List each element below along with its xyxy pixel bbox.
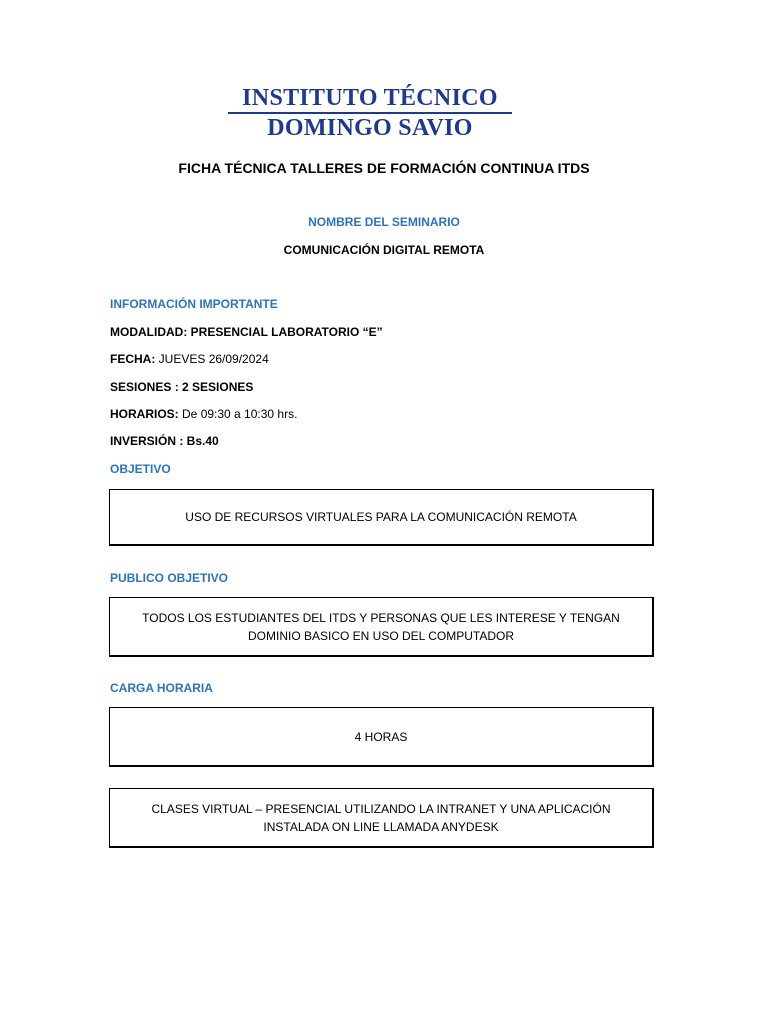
logo-line-2: DOMINGO SAVIO xyxy=(267,115,473,141)
fecha-value: JUEVES 26/09/2024 xyxy=(158,352,269,366)
modalidad-line: MODALIDAD: PRESENCIAL LABORATORIO “E” xyxy=(110,325,383,339)
horarios-value: De 09:30 a 10:30 hrs. xyxy=(182,407,298,421)
fecha-line xyxy=(110,352,269,366)
objetivo-heading: OBJETIVO xyxy=(110,462,171,476)
fecha-label: FECHA: xyxy=(110,352,156,366)
objetivo-box xyxy=(109,489,654,546)
publico-heading: PUBLICO OBJETIVO xyxy=(110,571,229,585)
carga-heading: CARGA HORARIA xyxy=(110,681,213,695)
carga-box xyxy=(109,707,654,767)
metodologia-text: CLASES VIRTUAL – PRESENCIAL UTILIZANDO LA INTRANET Y UNA APLICACIÓN INSTALADA ON LINE LLAMADA ANYDESK xyxy=(151,801,611,834)
horarios-label: HORARIOS: xyxy=(110,407,179,421)
carga-text: 4 HORAS xyxy=(354,729,408,744)
metodologia-box xyxy=(109,788,654,848)
institute-logo xyxy=(228,86,512,140)
objetivo-text: USO DE RECURSOS VIRTUALES PARA LA COMUNICACIÓN REMOTA xyxy=(185,510,577,524)
horarios-line xyxy=(110,407,297,421)
inversion-line: INVERSIÓN : Bs.40 xyxy=(110,434,219,448)
seminar-heading: NOMBRE DEL SEMINARIO xyxy=(308,215,460,229)
sesiones-line: SESIONES : 2 SESIONES xyxy=(110,380,254,394)
logo-line-1: INSTITUTO TÉCNICO xyxy=(242,85,498,111)
publico-text: TODOS LOS ESTUDIANTES DEL ITDS Y PERSONAS QUE LES INTERESE Y TENGAN DOMINIO BASICO EN USO DEL COMPUTADOR xyxy=(142,610,620,643)
logo-divider xyxy=(228,112,512,114)
publico-box xyxy=(109,597,654,657)
info-heading: INFORMACIÓN IMPORTANTE xyxy=(110,297,278,311)
seminar-name: COMUNICACIÓN DIGITAL REMOTA xyxy=(283,243,485,257)
document-title: FICHA TÉCNICA TALLERES DE FORMACIÓN CONTINUA ITDS xyxy=(178,160,590,176)
